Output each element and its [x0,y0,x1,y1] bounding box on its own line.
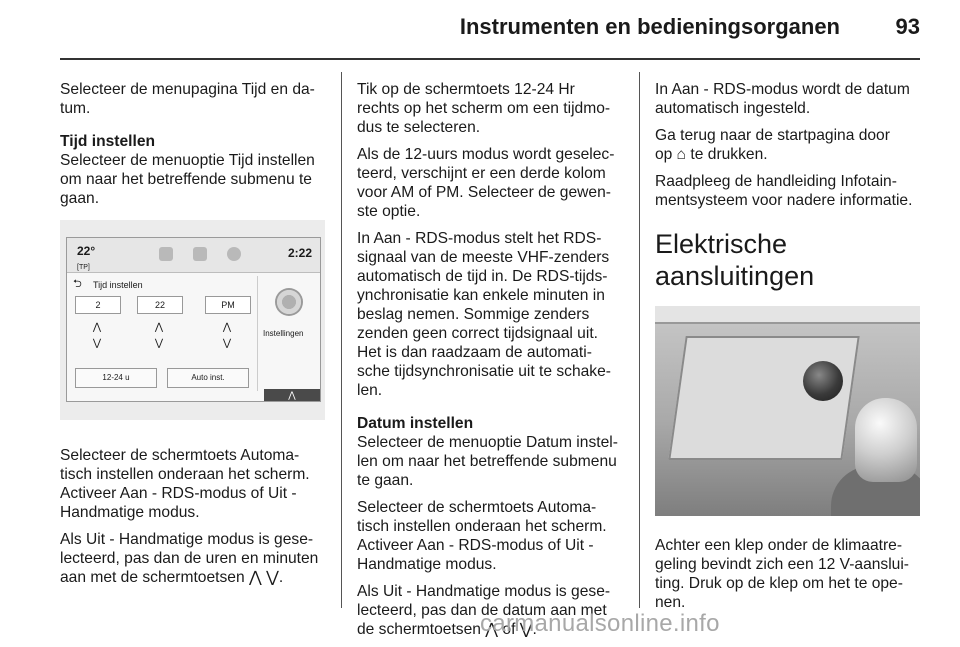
screen-auto-button: Auto inst. [167,368,249,388]
paragraph: Selecteer de menupagina Tijd en da- tum. [60,81,315,117]
screen-settings-label: Instellingen [263,329,304,338]
screen-tp-indicator: [TP] [77,264,90,271]
chevron-up-icon: ⋀ [222,322,232,333]
column-left [60,80,325,595]
paragraph: Selecteer de menuoptie Datum instel- len om naar het betreffende submenu te gaan. [357,434,618,489]
section-heading-date: Datum instellen [357,415,474,432]
paragraph: Achter een klep onder de klimaatre- geling bevindt zich een 12 V-aanslui- ting. Druk op de klep om het te ope- nen. [655,537,909,611]
paragraph: Als de 12-uurs modus wordt geselec- teerd, verschijnt er een derde kolom voor AM of PM. Selecteer de gewen- ste optie. [357,146,615,220]
page-title: Instrumenten en bedieningsorganen [459,14,840,39]
column-right [655,80,920,620]
navigation-icon [227,247,241,261]
power-socket-icon [803,361,843,401]
photo-trim [655,306,920,324]
column-divider [341,72,342,608]
minute-value: 22 [137,296,183,314]
column-middle [357,80,622,647]
paragraph: Als Uit - Handmatige modus is gese- lecteerd, pas dan de uren en minuten aan met de schermtoetsen ⋀ ⋁. [60,531,319,586]
chevron-down-icon: ⋁ [222,338,232,349]
screen-expand-bar: ⋀ [264,389,320,401]
chevron-up-icon: ⋀ [154,322,164,333]
chevron-up-icon: ⋀ [92,322,102,333]
section-heading-time: Tijd instellen [60,133,156,150]
power-socket-photo [655,306,920,516]
watermark: carmanualsonline.info [480,610,720,637]
screen-temperature: 22° [77,244,96,258]
paragraph: In Aan - RDS-modus stelt het RDS- signaal van de meeste VHF-zenders automatisch de tijd in. De RDS-tijds- ynchronisatie kan enkele minuten in beslag nemen. Sommige zenders zenden geen correct tijdsignaal uit. Het is dan raadzaam de automati- sche tijdsynchronisatie uit te schake- len. [357,230,611,399]
screen-12-24-button: 12-24 u [75,368,157,388]
section-heading-electric: Elektrische aansluitingen [655,229,815,291]
infotainment-screen [66,237,321,402]
ampm-value: PM [205,296,251,314]
music-icon [159,247,173,261]
chevron-down-icon: ⋁ [154,338,164,349]
column-divider [639,72,640,608]
phone-icon [193,247,207,261]
paragraph: In Aan - RDS-modus wordt de datum automatisch ingesteld. [655,81,910,117]
page-number: 93 [895,14,920,39]
page-header [0,0,960,60]
screen-menu-title: Tijd instellen [93,280,143,290]
paragraph: Raadpleeg de handleiding Infotain- mentsysteem voor nadere informatie. [655,173,913,209]
gear-icon [275,288,303,316]
screen-divider [257,276,258,391]
screen-clock: 2:22 [287,246,312,260]
back-arrow-icon: ⮌ [73,278,82,290]
paragraph: Tik op de schermtoets 12-24 Hr rechts op het scherm om een tijdmo- dus te selecteren. [357,81,611,136]
paragraph: Ga terug naar de startpagina door op ⌂ te drukken. [655,127,890,163]
paragraph: Als Uit - Handmatige modus is gese- lecteerd, pas dan de datum aan met de schermtoetsen ⋀ of ⋁. [357,583,611,638]
screen-status-bar [67,238,320,273]
header-rule [60,58,920,60]
chevron-down-icon: ⋁ [92,338,102,349]
gear-knob-icon [855,398,917,482]
paragraph: Selecteer de menuoptie Tijd instellen om naar het betreffende submenu te gaan. [60,152,315,207]
paragraph: Selecteer de schermtoets Automa- tisch instellen onderaan het scherm. Activeer Aan - RDS-modus of Uit - Handmatige modus. [357,499,607,573]
infotainment-screen-figure [60,220,325,420]
paragraph: Selecteer de schermtoets Automa- tisch instellen onderaan het scherm. Activeer Aan - RDS-modus of Uit - Handmatige modus. [60,447,310,521]
hour-value: 2 [75,296,121,314]
